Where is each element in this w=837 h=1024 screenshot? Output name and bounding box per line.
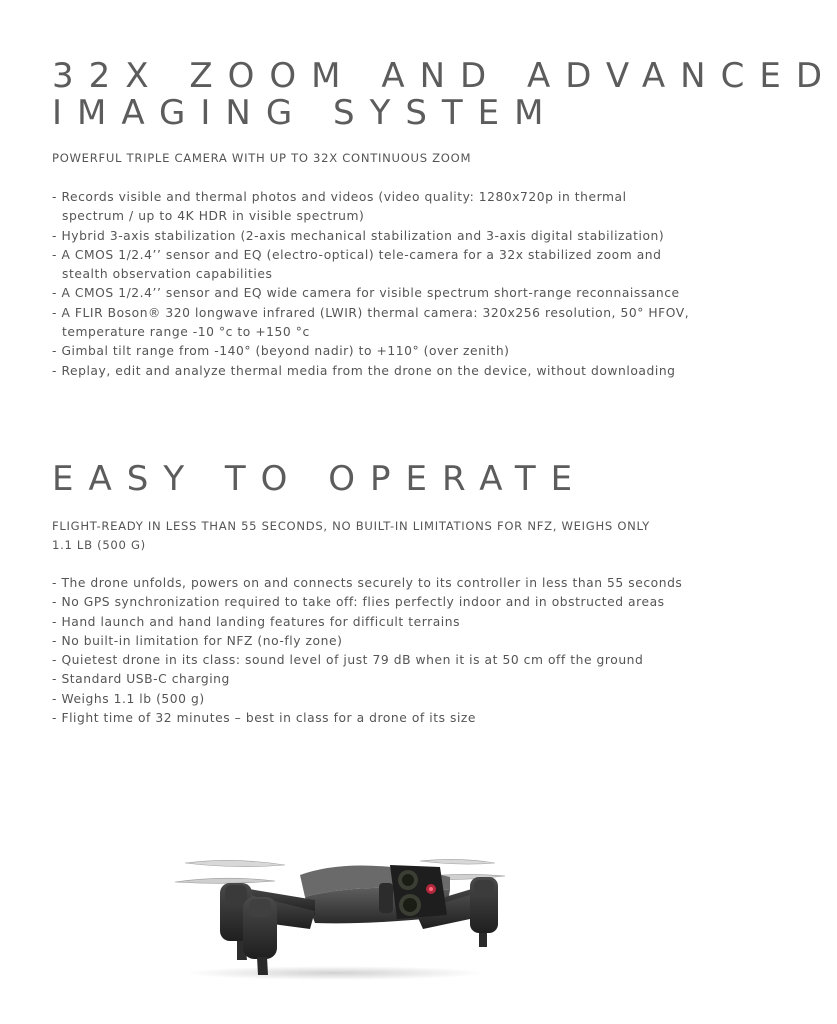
list-item: - A FLIR Boson® 320 longwave infrared (LWIR) thermal camera: 320x256 resolution, 50° HFOV, temperature range -10 °c to +150 °c	[52, 304, 692, 343]
list-item: - Hybrid 3-axis stabilization (2-axis mechanical stabilization and 3-axis digital stabilization)	[52, 227, 692, 246]
section1-bullet-list	[52, 188, 692, 381]
list-item: - Quietest drone in its class: sound level of just 79 dB when it is at 50 cm off the ground	[52, 651, 692, 670]
section1-title	[52, 58, 837, 132]
list-item: - Replay, edit and analyze thermal media from the drone on the device, without downloading	[52, 362, 692, 381]
list-item: - No GPS synchronization required to take off: flies perfectly indoor and in obstructed areas	[52, 593, 692, 612]
section2-title	[52, 461, 587, 498]
section1-title-line2: IMAGING SYSTEM	[52, 93, 559, 133]
list-item: - Flight time of 32 minutes – best in class for a drone of its size	[52, 709, 692, 728]
list-item: - Standard USB-C charging	[52, 670, 692, 689]
list-item: - Weighs 1.1 lb (500 g)	[52, 690, 692, 709]
list-item: - No built-in limitation for NFZ (no-fly zone)	[52, 632, 692, 651]
list-item: - A CMOS 1/2.4’’ sensor and EQ (electro-optical) tele-camera for a 32x stabilized zoom and stealth observation capabilities	[52, 246, 692, 285]
list-item: - Hand launch and hand landing features for difficult terrains	[52, 613, 692, 632]
list-item: - Gimbal tilt range from -140° (beyond nadir) to +110° (over zenith)	[52, 342, 692, 361]
section2-subtitle: FLIGHT-READY IN LESS THAN 55 SECONDS, NO BUILT-IN LIMITATIONS FOR NFZ, WEIGHS ONLY 1.1 LB (500 G)	[52, 519, 650, 552]
section2-title-text: EASY TO OPERATE	[52, 459, 588, 499]
section2-bullet-list	[52, 574, 692, 728]
list-item: - The drone unfolds, powers on and connects securely to its controller in less than 55 seconds	[52, 574, 692, 593]
drone-image	[165, 845, 535, 980]
section1-title-line1: 32X ZOOM AND ADVANCED	[52, 56, 837, 96]
list-item: - A CMOS 1/2.4’’ sensor and EQ wide camera for visible spectrum short-range reconnaissance	[52, 284, 692, 303]
section1-subtitle: POWERFUL TRIPLE CAMERA WITH UP TO 32X CONTINUOUS ZOOM	[52, 151, 472, 165]
list-item: - Records visible and thermal photos and videos (video quality: 1280x720p in thermal spectrum / up to 4K HDR in visible spectrum)	[52, 188, 692, 227]
